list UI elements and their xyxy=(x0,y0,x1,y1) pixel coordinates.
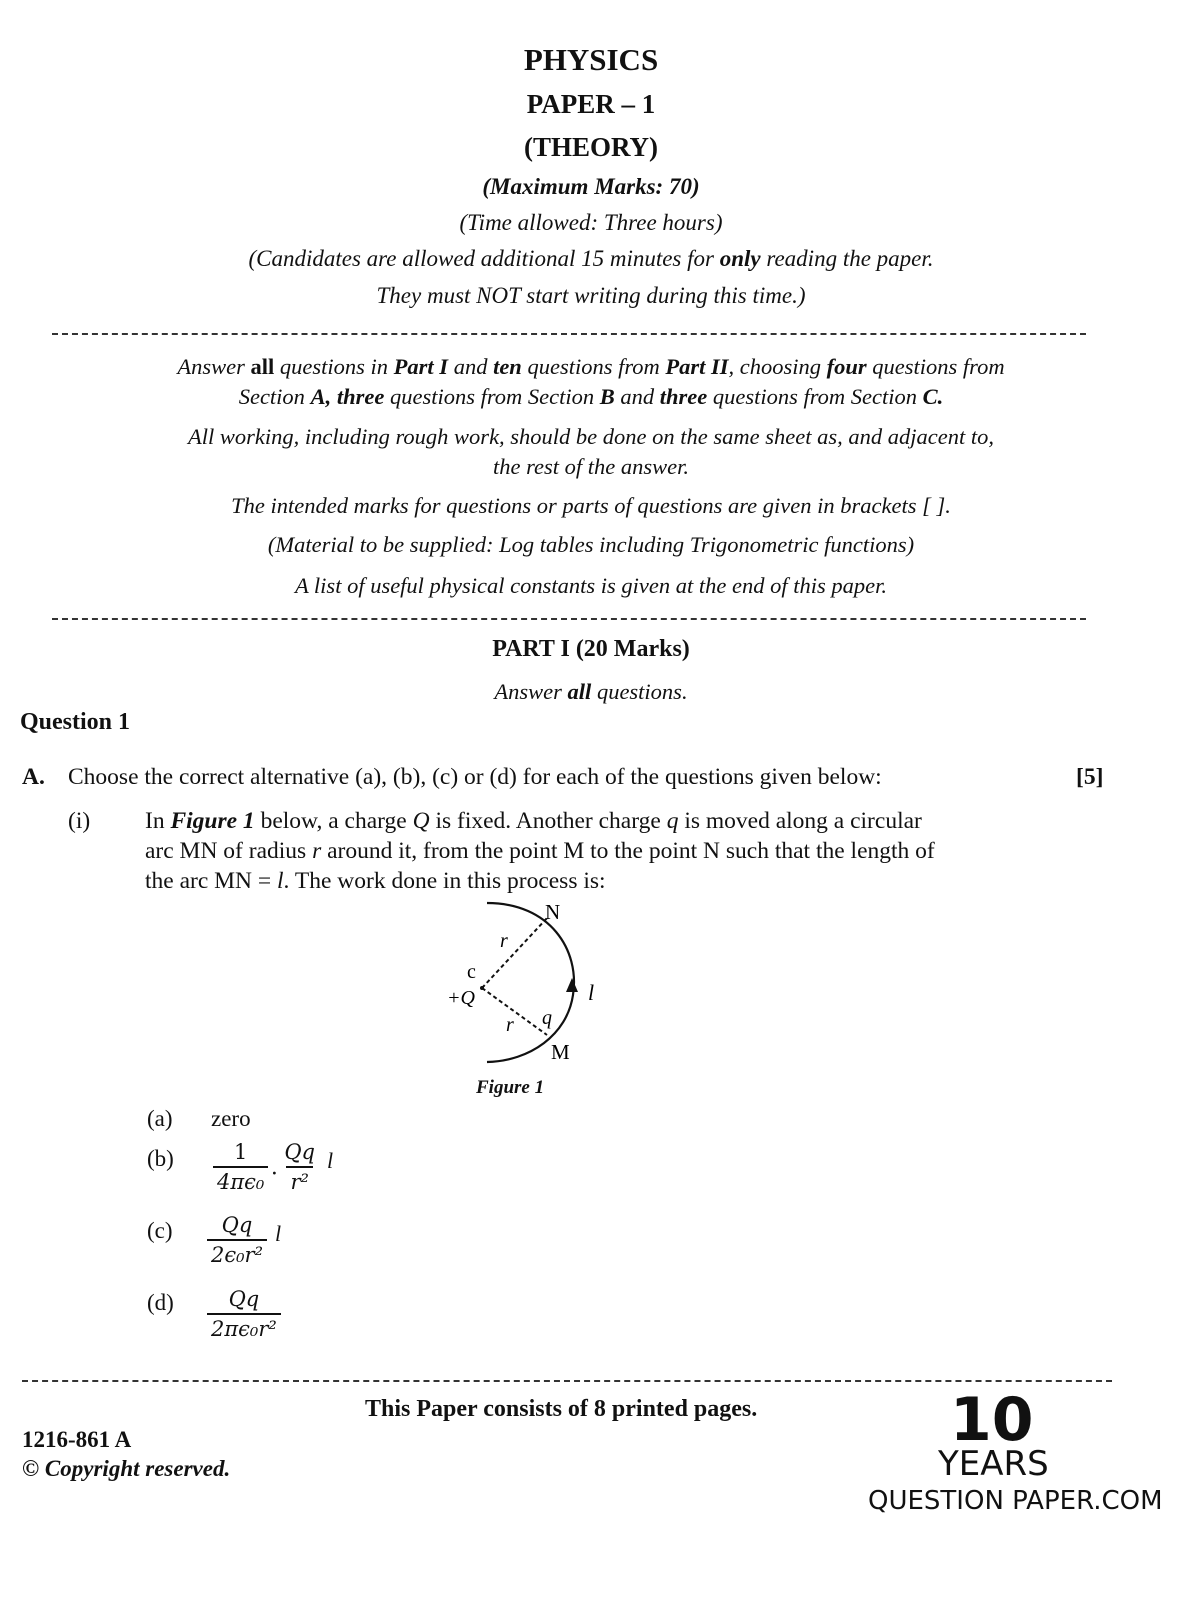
instr-l2-b: A, xyxy=(310,384,332,409)
divider-bottom xyxy=(22,1380,1112,1382)
q-text-2c: around it, from the point M to the point N such that the length of xyxy=(321,838,935,864)
option-d-numerator: Qq xyxy=(228,1287,260,1311)
part1-answer-c: questions. xyxy=(591,679,688,704)
instruction-parts-line-1 xyxy=(0,354,1182,380)
instr-l1-f: ten xyxy=(493,354,522,379)
q-text-3c: . The work done in this process is: xyxy=(283,868,606,894)
option-b-numerator-2: Qq xyxy=(284,1140,316,1164)
option-d-label: (d) xyxy=(147,1290,174,1315)
part1-answer-all xyxy=(0,679,1182,705)
item-label: (i) xyxy=(68,808,91,834)
label-l: l xyxy=(588,980,595,1005)
max-marks: (Maximum Marks: 70) xyxy=(482,174,700,199)
paper-type: (THEORY) xyxy=(523,132,659,162)
figure-1-diagram xyxy=(430,895,630,1070)
page-count-note: This Paper consists of 8 printed pages. xyxy=(365,1396,758,1422)
label-N: N xyxy=(545,900,561,924)
instruction-working-line-1: All working, including rough work, should be done on the same sheet as, and adjacent to, xyxy=(188,424,994,449)
label-r-top: r xyxy=(500,930,508,952)
reading-time-line-1 xyxy=(0,246,1182,272)
instr-l1-d: Part I xyxy=(393,354,449,379)
label-plus-Q: +Q xyxy=(447,987,475,1009)
option-b-expression xyxy=(213,1140,333,1194)
section-marks: [5] xyxy=(1076,764,1104,790)
part1-heading: PART I (20 Marks) xyxy=(492,636,690,662)
section-label: A. xyxy=(22,764,45,790)
option-b-tail: l xyxy=(327,1148,334,1173)
q-text-1c: below, a charge xyxy=(254,808,413,834)
time-allowed-text: (Time allowed: Three hours) xyxy=(459,210,723,235)
radius-to-N xyxy=(482,917,548,988)
instr-l1-g: questions from xyxy=(521,354,666,379)
option-a-label: (a) xyxy=(147,1106,173,1131)
reading-text-only: only xyxy=(719,246,761,271)
time-allowed xyxy=(0,210,1182,236)
question-text-line-2 xyxy=(145,838,935,865)
instr-l1-i: , choosing xyxy=(728,354,827,379)
paper-number: PAPER – 1 xyxy=(526,89,656,119)
option-d-denominator: 2πϵ₀r² xyxy=(207,1313,281,1341)
option-d-fraction xyxy=(207,1287,281,1341)
q-text-Q: Q xyxy=(412,808,430,834)
instr-l1-a: Answer xyxy=(177,354,251,379)
instr-l2-d: three xyxy=(336,384,385,409)
question-text-line-1 xyxy=(145,808,922,835)
arc-MN xyxy=(487,903,574,1062)
option-b-dot: · xyxy=(270,1160,279,1187)
label-c: c xyxy=(467,961,476,983)
question-text-line-3 xyxy=(145,868,606,895)
option-b-denominator-2: r² xyxy=(286,1166,312,1194)
option-c-label: (c) xyxy=(147,1218,173,1243)
instr-l1-b: all xyxy=(250,354,275,379)
q-text-2a: arc MN of radius xyxy=(145,838,313,864)
option-b-numerator-1: 1 xyxy=(233,1140,248,1164)
reading-text-c: reading the paper. xyxy=(760,246,934,271)
q-text-3a: the arc MN = xyxy=(145,868,278,894)
figure-caption: Figure 1 xyxy=(476,1077,545,1098)
label-q: q xyxy=(542,1007,552,1029)
option-c-numerator: Qq xyxy=(221,1213,253,1237)
instr-l2-e: questions from Section xyxy=(384,384,600,409)
instr-l2-j: C. xyxy=(922,384,944,409)
option-d-expression xyxy=(207,1287,281,1341)
instr-l1-c: questions in xyxy=(274,354,394,379)
instr-l1-k: questions from xyxy=(866,354,1005,379)
instruction-marks-note: The intended marks for questions or parts of questions are given in brackets [ ]. xyxy=(231,493,951,518)
direction-arrow xyxy=(566,978,578,992)
paper-subject: PHYSICS xyxy=(523,42,659,77)
instr-l2-f: B xyxy=(599,384,615,409)
centre-point xyxy=(480,986,484,990)
option-a-text: zero xyxy=(211,1106,251,1131)
watermark-logo-number: 10 xyxy=(950,1385,1034,1455)
instr-l2-i: questions from Section xyxy=(707,384,923,409)
option-b-denominator-1: 4πϵ₀ xyxy=(213,1166,268,1194)
option-b-label: (b) xyxy=(147,1146,174,1171)
label-M: M xyxy=(551,1040,570,1064)
option-c-fraction xyxy=(207,1213,267,1267)
question-title: Question 1 xyxy=(20,709,131,735)
instruction-parts-line-2 xyxy=(0,384,1182,410)
q-text-r: r xyxy=(312,838,322,864)
instruction-material: (Material to be supplied: Log tables including Trigonometric functions) xyxy=(267,532,915,557)
divider-mid xyxy=(52,618,1086,620)
q-text-1g: is moved along a circular xyxy=(678,808,922,834)
q-text-q: q xyxy=(666,808,679,834)
option-c-expression xyxy=(207,1213,281,1267)
instr-l1-j: four xyxy=(826,354,867,379)
instruction-working-line-2: the rest of the answer. xyxy=(492,454,690,479)
option-c-tail: l xyxy=(275,1221,282,1246)
paper-code: 1216-861 A xyxy=(22,1427,132,1452)
q-text-1a: In xyxy=(145,808,171,834)
part1-answer-b: all xyxy=(567,679,592,704)
reading-time-line-2: They must NOT start writing during this time.) xyxy=(376,283,806,308)
option-b-fraction-2 xyxy=(280,1140,319,1194)
instr-l1-e: and xyxy=(448,354,494,379)
reading-text-a: (Candidates are allowed additional 15 minutes for xyxy=(248,246,720,271)
instr-l2-h: three xyxy=(659,384,708,409)
radius-to-q xyxy=(482,988,547,1035)
option-b-fraction-1 xyxy=(213,1140,268,1194)
option-c-denominator: 2ϵ₀r² xyxy=(207,1239,267,1267)
divider-top xyxy=(52,333,1086,335)
q-text-l: l xyxy=(277,868,284,894)
q-text-figure-ref: Figure 1 xyxy=(170,808,255,834)
watermark-logo-years: YEARS xyxy=(938,1444,1049,1484)
copyright-notice: © Copyright reserved. xyxy=(22,1456,231,1481)
instr-l1-h: Part II xyxy=(665,354,729,379)
part1-answer-a: Answer xyxy=(494,679,568,704)
q-text-1e: is fixed. Another charge xyxy=(429,808,667,834)
instr-l2-a: Section xyxy=(238,384,311,409)
label-r-bottom: r xyxy=(506,1014,514,1036)
instr-l2-g: and xyxy=(614,384,660,409)
watermark-logo-site: QUESTION PAPER.COM xyxy=(868,1486,1163,1516)
instruction-constants: A list of useful physical constants is given at the end of this paper. xyxy=(294,573,888,598)
section-instruction: Choose the correct alternative (a), (b), (c) or (d) for each of the questions given below: xyxy=(68,764,882,790)
